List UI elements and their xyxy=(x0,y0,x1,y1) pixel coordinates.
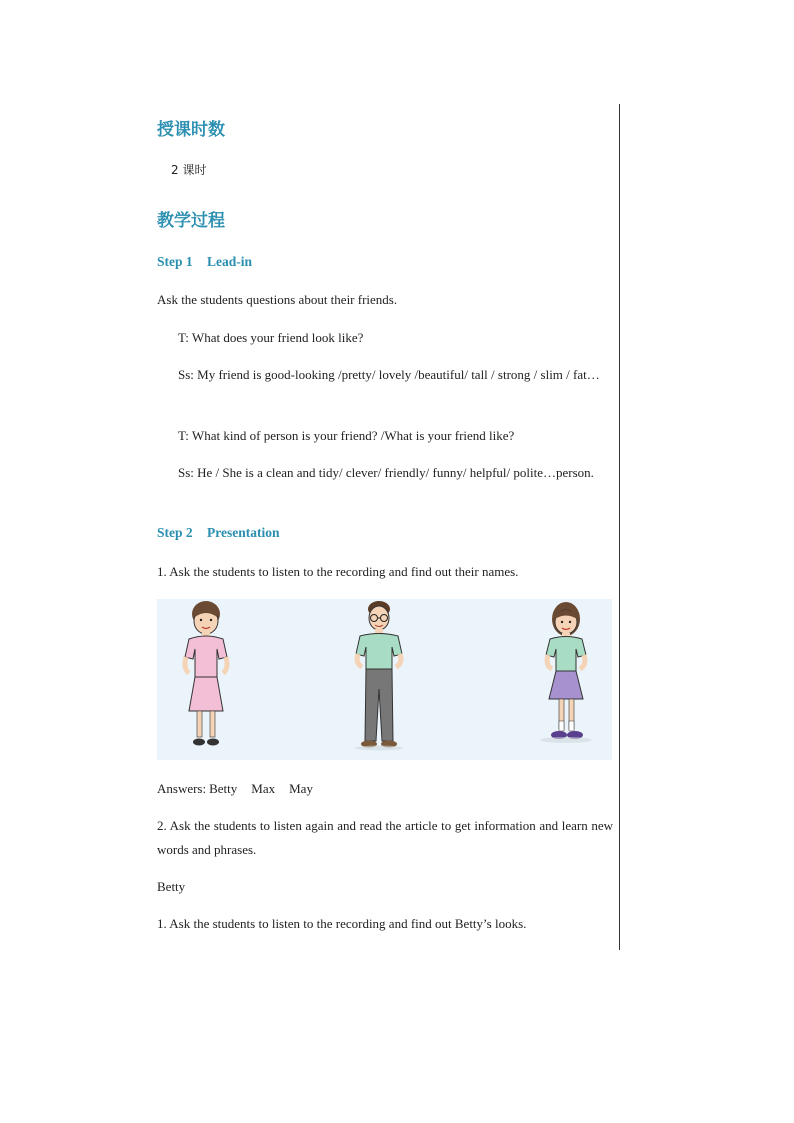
figure-girl-purple-skirt xyxy=(540,602,592,743)
answer-betty: Betty xyxy=(209,781,238,796)
step2-task1: 1. Ask the students to listen to the recording and find out their names. xyxy=(157,564,519,579)
figure-woman-pink-dress xyxy=(185,601,227,746)
step2-heading xyxy=(157,525,280,541)
betty-task1: 1. Ask the students to listen to the recording and find out Betty’s looks. xyxy=(157,916,527,931)
teaching-hours-value: 2 课时 xyxy=(171,163,207,177)
step1-line-4: Ss: He / She is a clean and tidy/ clever/ friendly/ funny/ helpful/ polite…person. xyxy=(178,465,594,480)
step2-number: Step 2 xyxy=(157,525,193,540)
answer-max: Max xyxy=(251,781,276,796)
answer-may: May xyxy=(289,781,313,796)
step1-line-2: Ss: My friend is good-looking /pretty/ lovely /beautiful/ tall / strong / slim / fat… xyxy=(178,367,600,382)
illustration-three-friends xyxy=(157,599,612,760)
answers-line xyxy=(157,777,613,801)
step1-line-1: T: What does your friend look like? xyxy=(178,330,364,345)
step2-title: Presentation xyxy=(207,525,280,540)
step2-task2: 2. Ask the students to listen again and read the article to get information and learn new words and phrases. xyxy=(157,818,613,857)
heading-teaching-hours: 授课时数 xyxy=(157,120,225,140)
betty-subheading: Betty xyxy=(157,879,186,894)
answers-label: Answers: xyxy=(157,781,207,796)
step1-number: Step 1 xyxy=(157,254,193,269)
step1-intro: Ask the students questions about their friends. xyxy=(157,292,398,307)
heading-teaching-process: 教学过程 xyxy=(157,211,225,231)
page-margin-rule xyxy=(619,104,620,950)
illustration-svg xyxy=(157,599,612,760)
step1-line-3: T: What kind of person is your friend? /What is your friend like? xyxy=(178,428,515,443)
figure-man-glasses xyxy=(355,601,403,751)
step1-title: Lead-in xyxy=(207,254,253,269)
step1-heading xyxy=(157,254,252,270)
